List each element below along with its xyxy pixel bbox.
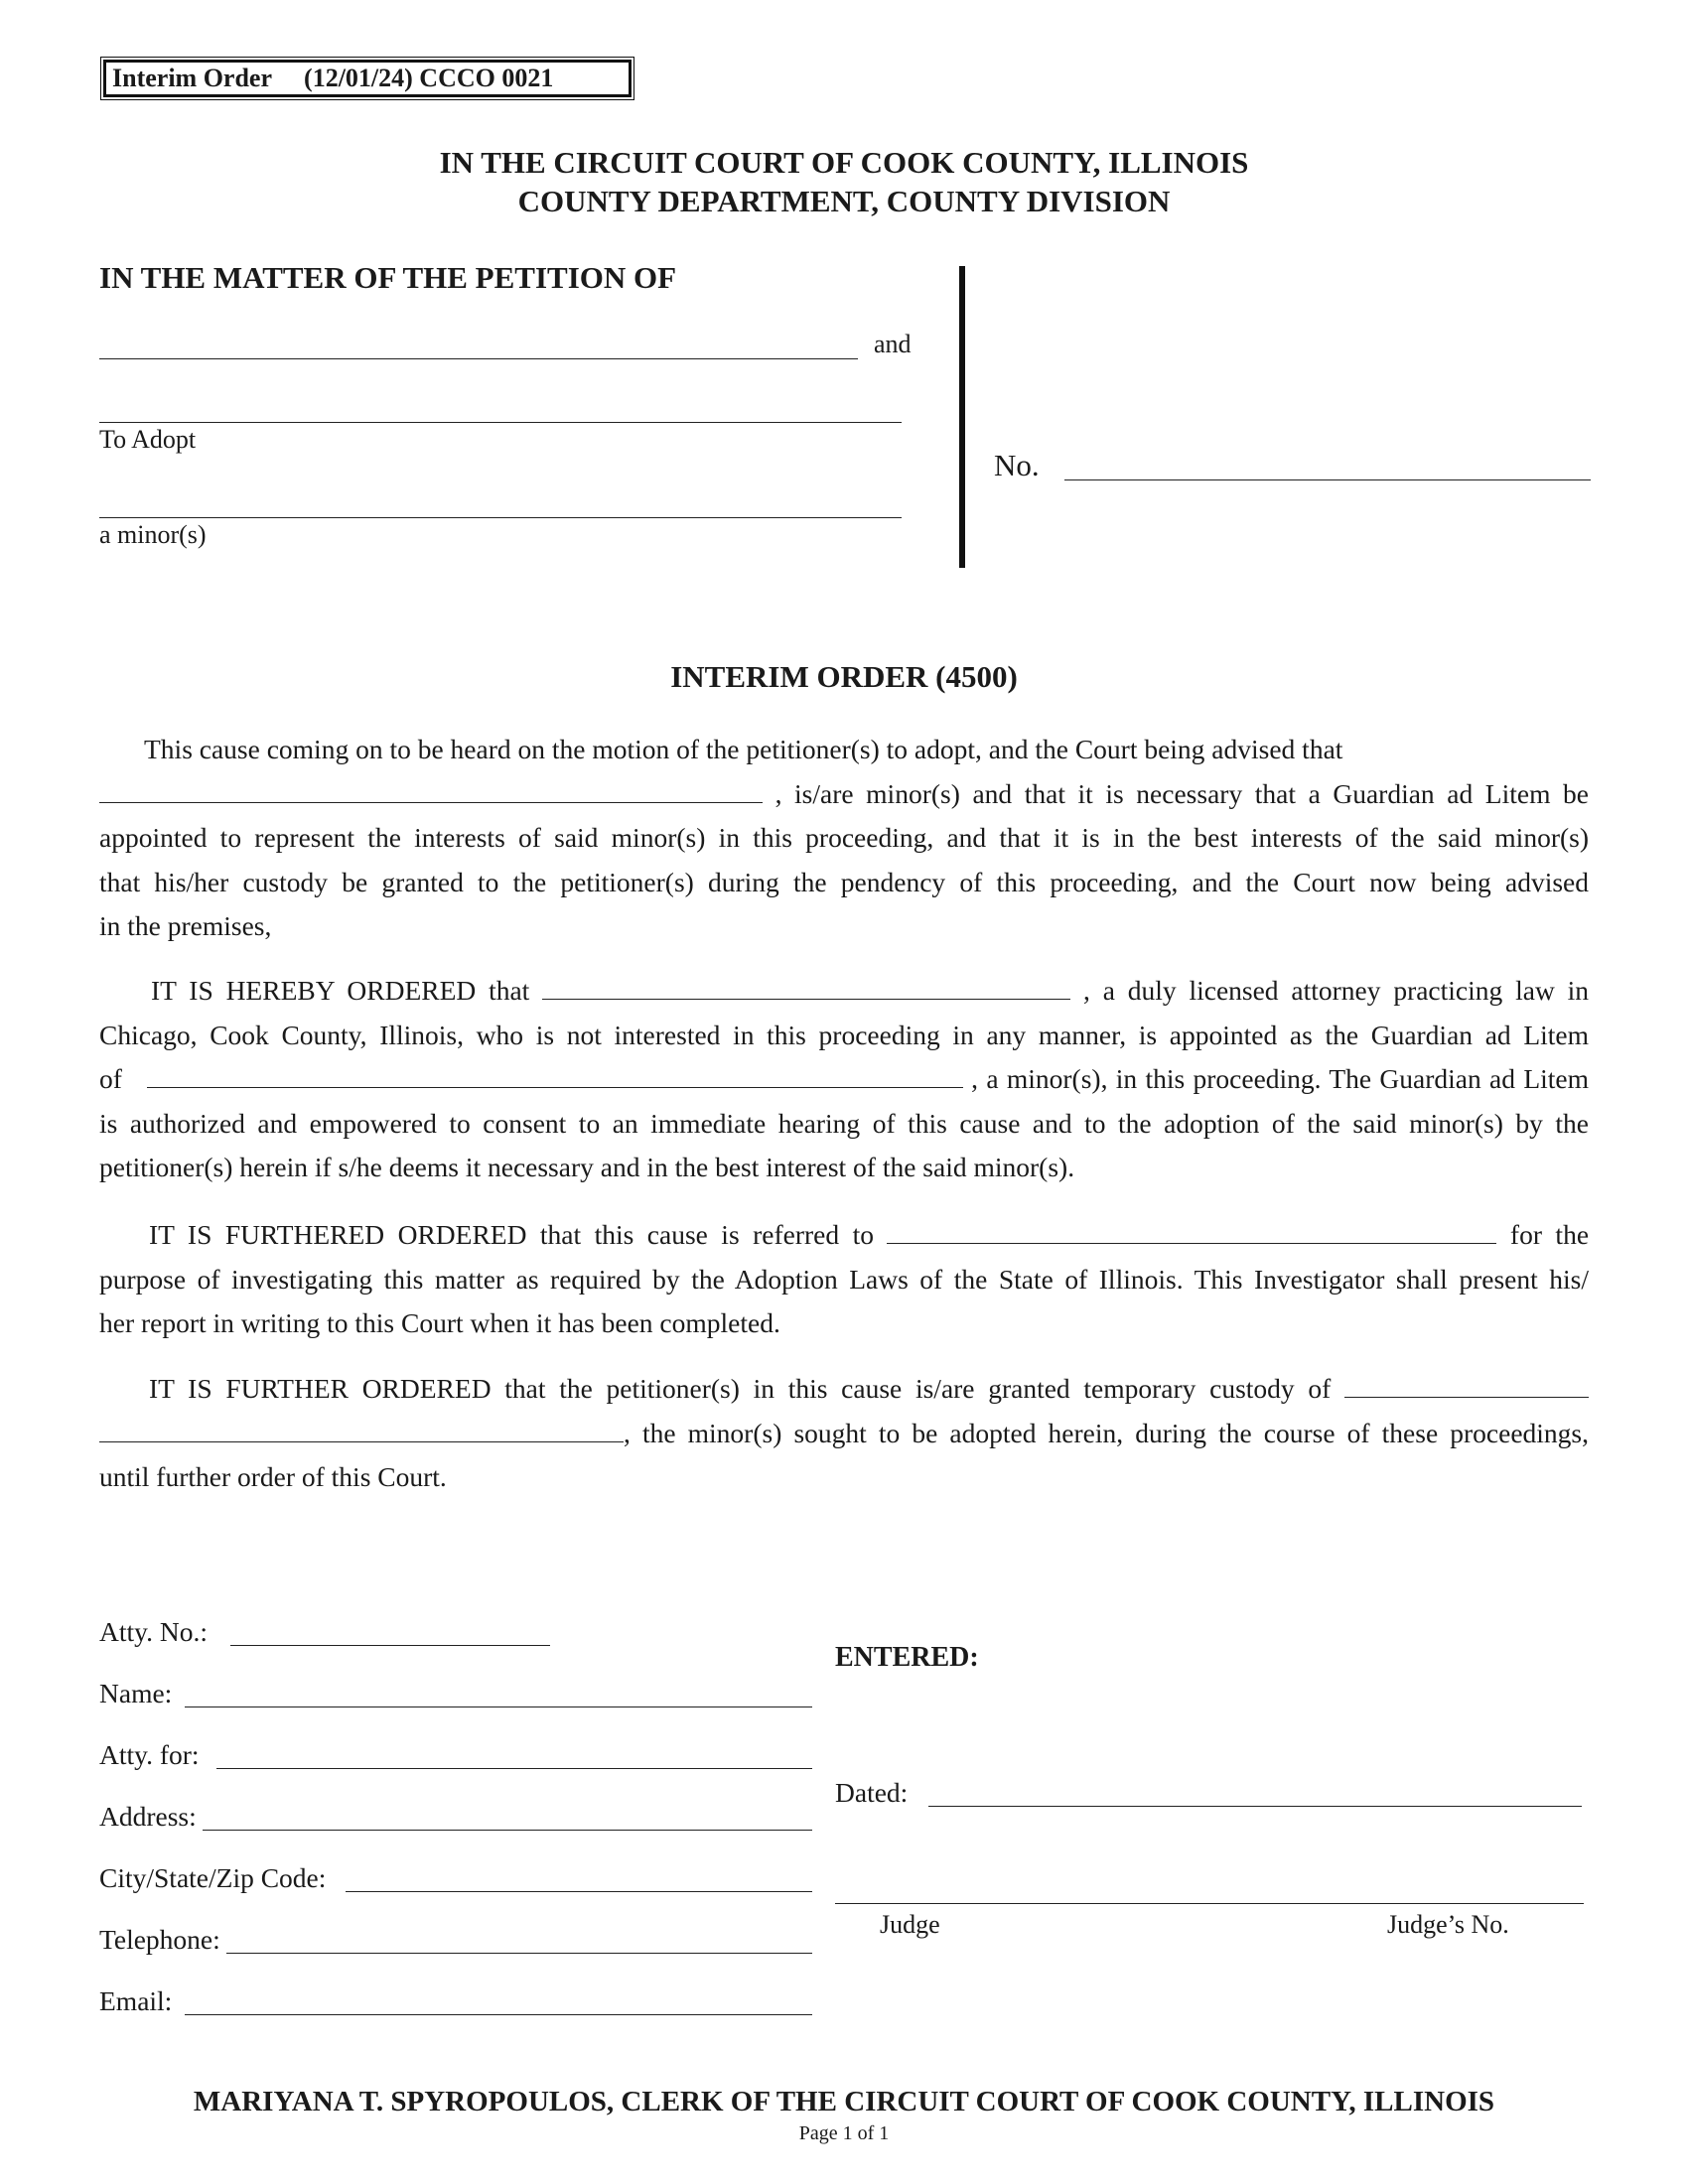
address-label: Address:: [99, 1801, 197, 1832]
telephone-field[interactable]: [226, 1953, 812, 1954]
p1-line5: in the premises,: [99, 910, 272, 941]
dated-field[interactable]: [928, 1806, 1582, 1807]
clerk-footer: MARIYANA T. SPYROPOULOS, CLERK OF THE CIRCUIT COURT OF COOK COUNTY, ILLINOIS: [193, 2086, 1495, 2117]
entered-label: ENTERED:: [835, 1642, 979, 1673]
form-code: (12/01/24) CCCO 0021: [304, 64, 554, 92]
p3-line1: IT IS FURTHERED ORDERED that this cause is referred to for the: [149, 1219, 1590, 1250]
and-label: and: [874, 330, 912, 358]
p1-line4: that his/her custody be granted to the petitioner(s) during the pendency of this proceeding, and the Court now being advised: [99, 866, 1589, 897]
p1-line3: appointed to represent the interests of said minor(s) in this proceeding, and that it is in the best interests of the said minor(s): [99, 822, 1589, 853]
p3-line2: purpose of investigating this matter as required by the Adoption Laws of the State of Illinois. This Investigator shall present his/: [99, 1263, 1589, 1295]
paragraph-4: [99, 1367, 1589, 1500]
caption-divider: [959, 266, 965, 568]
p1-line1: This cause coming on to be heard on the motion of the petitioner(s) to adopt, and the Court being advised that: [144, 734, 1343, 764]
atty-no-field[interactable]: [230, 1645, 550, 1646]
name-label: Name:: [99, 1678, 173, 1708]
guardian-minor-blank[interactable]: [147, 1063, 963, 1088]
email-field[interactable]: [185, 2014, 812, 2015]
judge-signature-field[interactable]: [835, 1903, 1584, 1904]
atty-for-field[interactable]: [216, 1768, 812, 1769]
address-field[interactable]: [203, 1830, 812, 1831]
matter-heading: IN THE MATTER OF THE PETITION OF: [99, 260, 677, 295]
p2-line3: of , a minor(s), in this proceeding. The Guardian ad Litem: [99, 1063, 1589, 1094]
guardian-attorney-blank[interactable]: [542, 975, 1070, 1000]
judge-label: Judge: [880, 1910, 940, 1939]
court-heading-line2: COUNTY DEPARTMENT, COUNTY DIVISION: [517, 184, 1171, 218]
petitioner2-field[interactable]: [99, 422, 902, 423]
p2-line2: Chicago, Cook County, Illinois, who is not interested in this proceeding in any manner, is appointed as the Guardian ad Litem: [99, 1019, 1589, 1050]
minor-names-blank[interactable]: [99, 778, 763, 803]
case-number-label: No.: [994, 448, 1040, 482]
dated-label: Dated:: [835, 1777, 909, 1808]
custody-minor-blank-1[interactable]: [1344, 1373, 1589, 1398]
p4-line1: IT IS FURTHER ORDERED that the petitioner(s) in this cause is/are granted temporary custody of: [99, 1367, 1589, 1412]
investigator-blank[interactable]: [887, 1219, 1496, 1244]
p2-line4: is authorized and empowered to consent to an immediate hearing of this cause and to the adoption of the said minor(s) by the: [99, 1107, 1589, 1139]
p2-line5: petitioner(s) herein if s/he deems it necessary and in the best interest of the said minor(s).: [99, 1152, 1075, 1182]
page-number: Page 1 of 1: [798, 2122, 890, 2144]
paragraph-2: [99, 969, 1589, 1190]
city-state-zip-label: City/State/Zip Code:: [99, 1862, 327, 1893]
judge-number-label: Judge’s No.: [1387, 1910, 1509, 1939]
to-adopt-label: To Adopt: [99, 425, 197, 454]
custody-minor-blank-2[interactable]: [99, 1418, 624, 1442]
paragraph-1: [99, 728, 1589, 949]
petitioner1-field[interactable]: [99, 358, 858, 359]
telephone-label: Telephone:: [99, 1924, 220, 1955]
form-name: Interim Order: [112, 64, 272, 92]
paragraph-3: [99, 1213, 1589, 1346]
email-label: Email:: [99, 1985, 173, 2016]
p2-line1: IT IS HEREBY ORDERED that , a duly licensed attorney practicing law in: [151, 975, 1590, 1006]
minor-name-field[interactable]: [99, 517, 902, 518]
form-id-box: [103, 60, 632, 97]
atty-for-label: Atty. for:: [99, 1739, 200, 1770]
p3-line3: her report in writing to this Court when it has been completed.: [99, 1307, 780, 1338]
atty-no-label: Atty. No.:: [99, 1616, 208, 1647]
p4-line3: until further order of this Court.: [99, 1461, 447, 1492]
minor-label: a minor(s): [99, 520, 207, 549]
order-title: INTERIM ORDER (4500): [670, 659, 1018, 694]
p1-line2: , is/are minor(s) and that it is necessary that a Guardian ad Litem be: [99, 772, 1589, 817]
case-number-field[interactable]: [1064, 479, 1591, 480]
city-state-zip-field[interactable]: [346, 1891, 812, 1892]
p4-line2: , the minor(s) sought to be adopted herein, during the course of these proceedings,: [99, 1412, 1589, 1456]
court-heading-line1: IN THE CIRCUIT COURT OF COOK COUNTY, ILLINOIS: [439, 145, 1249, 180]
name-field[interactable]: [185, 1706, 812, 1707]
